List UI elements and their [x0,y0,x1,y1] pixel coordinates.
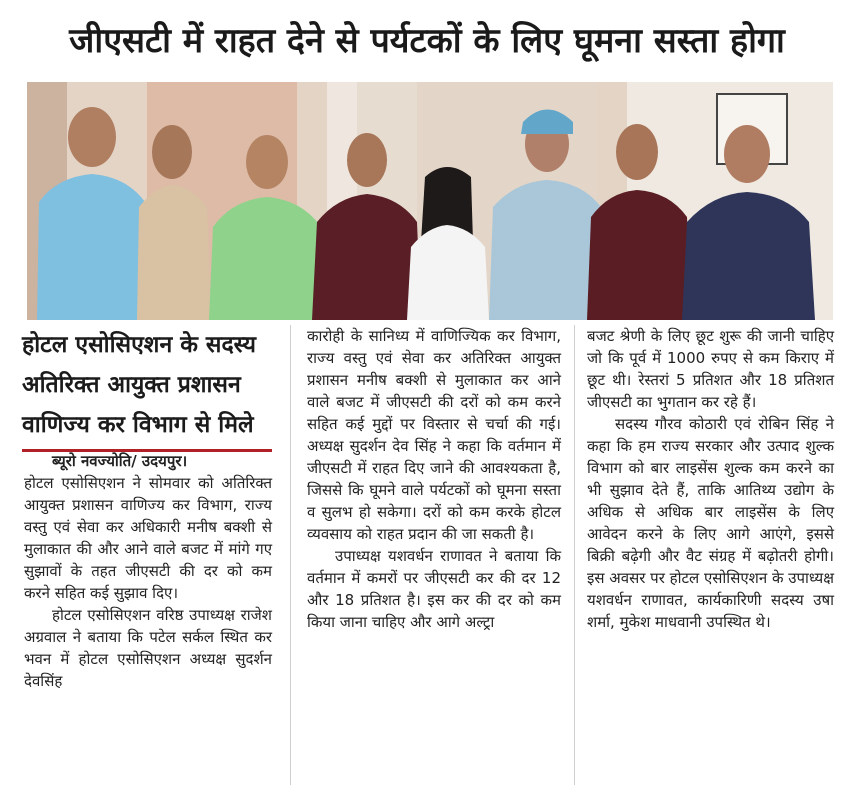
paragraph: बजट श्रेणी के लिए छूट शुरू की जानी चाहिए जो कि पूर्व में 1000 रुपए से कम किराए में छूट थी। रेस्तरां 5 प्रतिशत और 18 प्रतिशत जीएसटी का भुगतान कर रहे हैं। [587,327,834,411]
article-column-2 [307,325,561,633]
paragraph: सदस्य गौरव कोठारी एवं रोबिन सिंह ने कहा कि हम राज्य सरकार और उत्पाद शुल्क विभाग को बार लाइसेंस शुल्क कम करने का भी सुझाव देते हैं, ताकि आतिथ्य उद्योग के अधिक से अधिक बार लाइसेंस के लिए आवेदन करने के लिए आगे आएंगे, इससे बिक्री बढ़ेगी और वैट संग्रह में बढ़ोतरी होगी। इस अवसर पर होटल एसोसिएशन के उपाध्यक्ष यशवर्धन राणावत, कार्यकारिणी सदस्य उषा शर्मा, मुकेश माधवानी उपस्थित थे। [587,415,834,631]
subheadline-line-1: होटल एसोसिएशन के सदस्य [22,332,256,358]
headline: जीएसटी में राहत देने से पर्यटकों के लिए घूमना सस्ता होगा [69,21,785,61]
paragraph: उपाध्यक्ष यशवर्धन राणावत ने बताया कि वर्तमान में कमरों पर जीएसटी कर की दर 12 और 18 प्रतिशत है। इस कर की दर को कम किया जाना चाहिए और आगे अल्ट्रा [307,547,561,631]
paragraph: कारोही के सानिध्य में वाणिज्यिक कर विभाग, राज्य वस्तु एवं सेवा कर अतिरिक्त आयुक्त प्रशासन मनीष बक्शी से मुलाकात कर आने वाले बजट में जीएसटी की दरों को कम करने सहित कई मुद्दों पर विस्तार से चर्चा की गई। अध्यक्ष सुदर्शन देव सिंह ने कहा कि वर्तमान में जीएसटी में राहत दिए जाने की आवश्यकता है, जिससे कि घूमने वाले पर्यटकों को घूमना सस्ता व सुलभ हो सकेगा। दरों को कम करके होटल व्यवसाय को राहत प्रदान की जा सकती है। [307,327,561,543]
subheadline-line-2: अतिरिक्त आयुक्त प्रशासन [22,372,241,398]
article-column-3 [587,325,834,633]
group-photo-illustration [27,82,833,320]
subheadline [22,325,272,452]
column-divider [574,325,575,785]
paragraph: होटल एसोसिएशन ने सोमवार को अतिरिक्त आयुक्त प्रशासन वाणिज्य कर विभाग, राज्य वस्तु एवं सेवा कर अधिकारी मनीष बक्शी से मुलाकात की और आने वाले बजट में मांगे गए सुझावों के तहत जीएसटी की दर को कम करने सहित कई सुझाव दिए। [24,474,272,602]
article-column-1 [24,450,272,692]
paragraph: होटल एसोसिएशन वरिष्ठ उपाध्यक्ष राजेश अग्रवाल ने बताया कि पटेल सर्कल स्थित कर भवन में होटल एसोसिएशन अध्यक्ष सुदर्शन देवसिंह [24,606,272,690]
column-divider [290,325,291,785]
group-photo [27,82,833,320]
dateline: ब्यूरो नवज्योति/ उदयपुर। [52,452,188,470]
subheadline-line-3: वाणिज्य कर विभाग से मिले [22,412,254,438]
